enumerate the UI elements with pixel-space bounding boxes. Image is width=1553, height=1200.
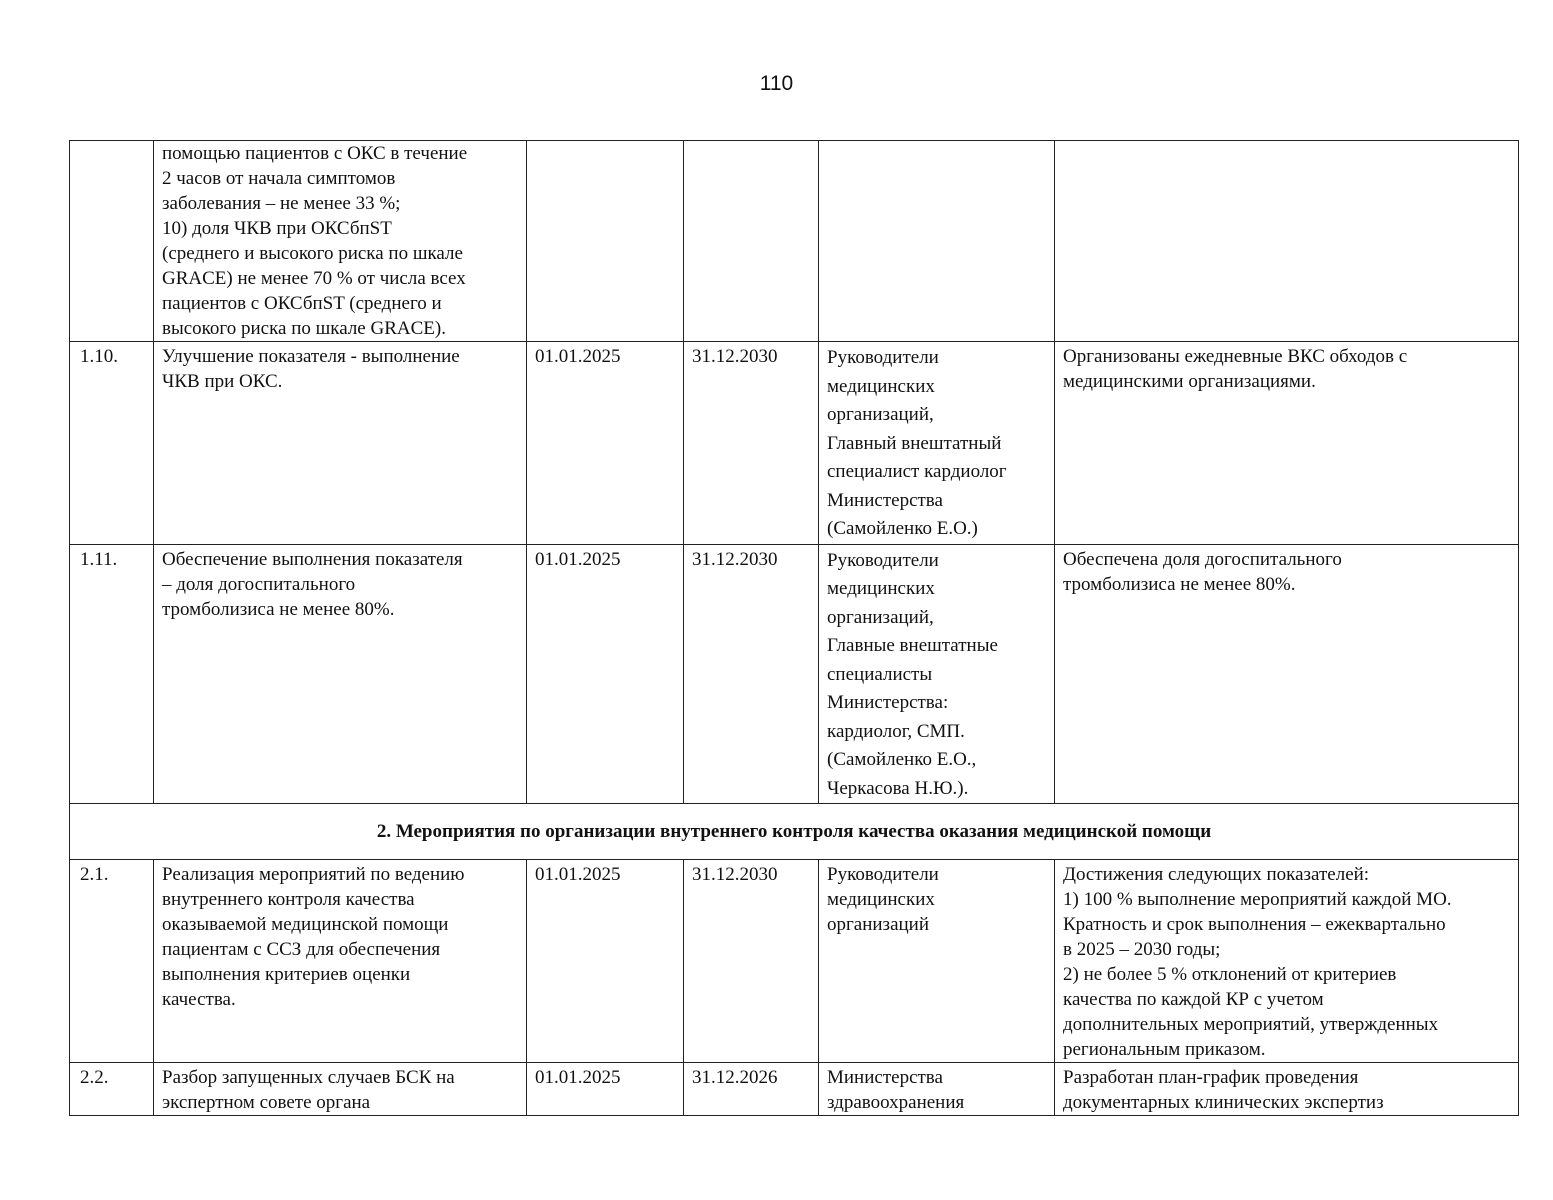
start-date-cell [527,141,684,342]
table-row [70,544,1519,804]
result-cell [1055,141,1519,342]
end-date-cell: 31.12.2030 [684,544,819,804]
table-row [70,860,1519,1063]
end-date-cell: 31.12.2030 [684,860,819,1063]
result-cell: Разработан план-график проведения документарных клинических экспертиз [1055,1063,1519,1116]
row-number: 2.1. [70,860,154,1063]
result-cell: Организованы ежедневные ВКС обходов с медицинскими организациями. [1055,342,1519,545]
row-number: 2.2. [70,1063,154,1116]
activity-cell: помощью пациентов с ОКС в течение 2 часов от начала симптомов заболевания – не менее 33 %; 10) доля ЧКВ при ОКСбпST (среднего и высокого риска по шкале GRACE) не менее 70 % от числа всех пациентов с ОКСбпST (среднего и высокого риска по шкале GRACE). [154,141,527,342]
activity-cell: Реализация мероприятий по ведению внутреннего контроля качества оказываемой медицинской помощи пациентам с ССЗ для обеспечения выполнения критериев оценки качества. [154,860,527,1063]
start-date-cell: 01.01.2025 [527,544,684,804]
section-header-row [70,804,1519,860]
table-row [70,141,1519,342]
measures-table [69,140,1519,1116]
row-number [70,141,154,342]
activity-cell: Обеспечение выполнения показателя – доля догоспитального тромболизиса не менее 80%. [154,544,527,804]
page-number: 110 [759,72,794,95]
table-row [70,1063,1519,1116]
responsible-cell: Руководители медицинских организаций [819,860,1055,1063]
responsible-cell: Министерства здравоохранения [819,1063,1055,1116]
responsible-cell [819,141,1055,342]
result-cell: Достижения следующих показателей: 1) 100 % выполнение мероприятий каждой МО. Кратность и срок выполнения – ежеквартально в 2025 – 2030 годы; 2) не более 5 % отклонений от критериев качества по каждой КР с учетом дополнительных мероприятий, утвержденных региональным приказом. [1055,860,1519,1063]
result-cell: Обеспечена доля догоспитального тромболизиса не менее 80%. [1055,544,1519,804]
end-date-cell: 31.12.2026 [684,1063,819,1116]
end-date-cell: 31.12.2030 [684,342,819,545]
start-date-cell: 01.01.2025 [527,1063,684,1116]
section-title: 2. Мероприятия по организации внутреннего контроля качества оказания медицинской помощи [70,804,1519,860]
row-number: 1.10. [70,342,154,545]
end-date-cell [684,141,819,342]
start-date-cell: 01.01.2025 [527,342,684,545]
responsible-cell: Руководители медицинских организаций, Главный внештатный специалист кардиолог Министерства (Самойленко Е.О.) [819,342,1055,545]
activity-cell: Разбор запущенных случаев БСК на экспертном совете органа [154,1063,527,1116]
activity-cell: Улучшение показателя - выполнение ЧКВ при ОКС. [154,342,527,545]
responsible-cell: Руководители медицинских организаций, Главные внештатные специалисты Министерства: кардиолог, СМП. (Самойленко Е.О., Черкасова Н.Ю.). [819,544,1055,804]
table-row [70,342,1519,545]
start-date-cell: 01.01.2025 [527,860,684,1063]
row-number: 1.11. [70,544,154,804]
